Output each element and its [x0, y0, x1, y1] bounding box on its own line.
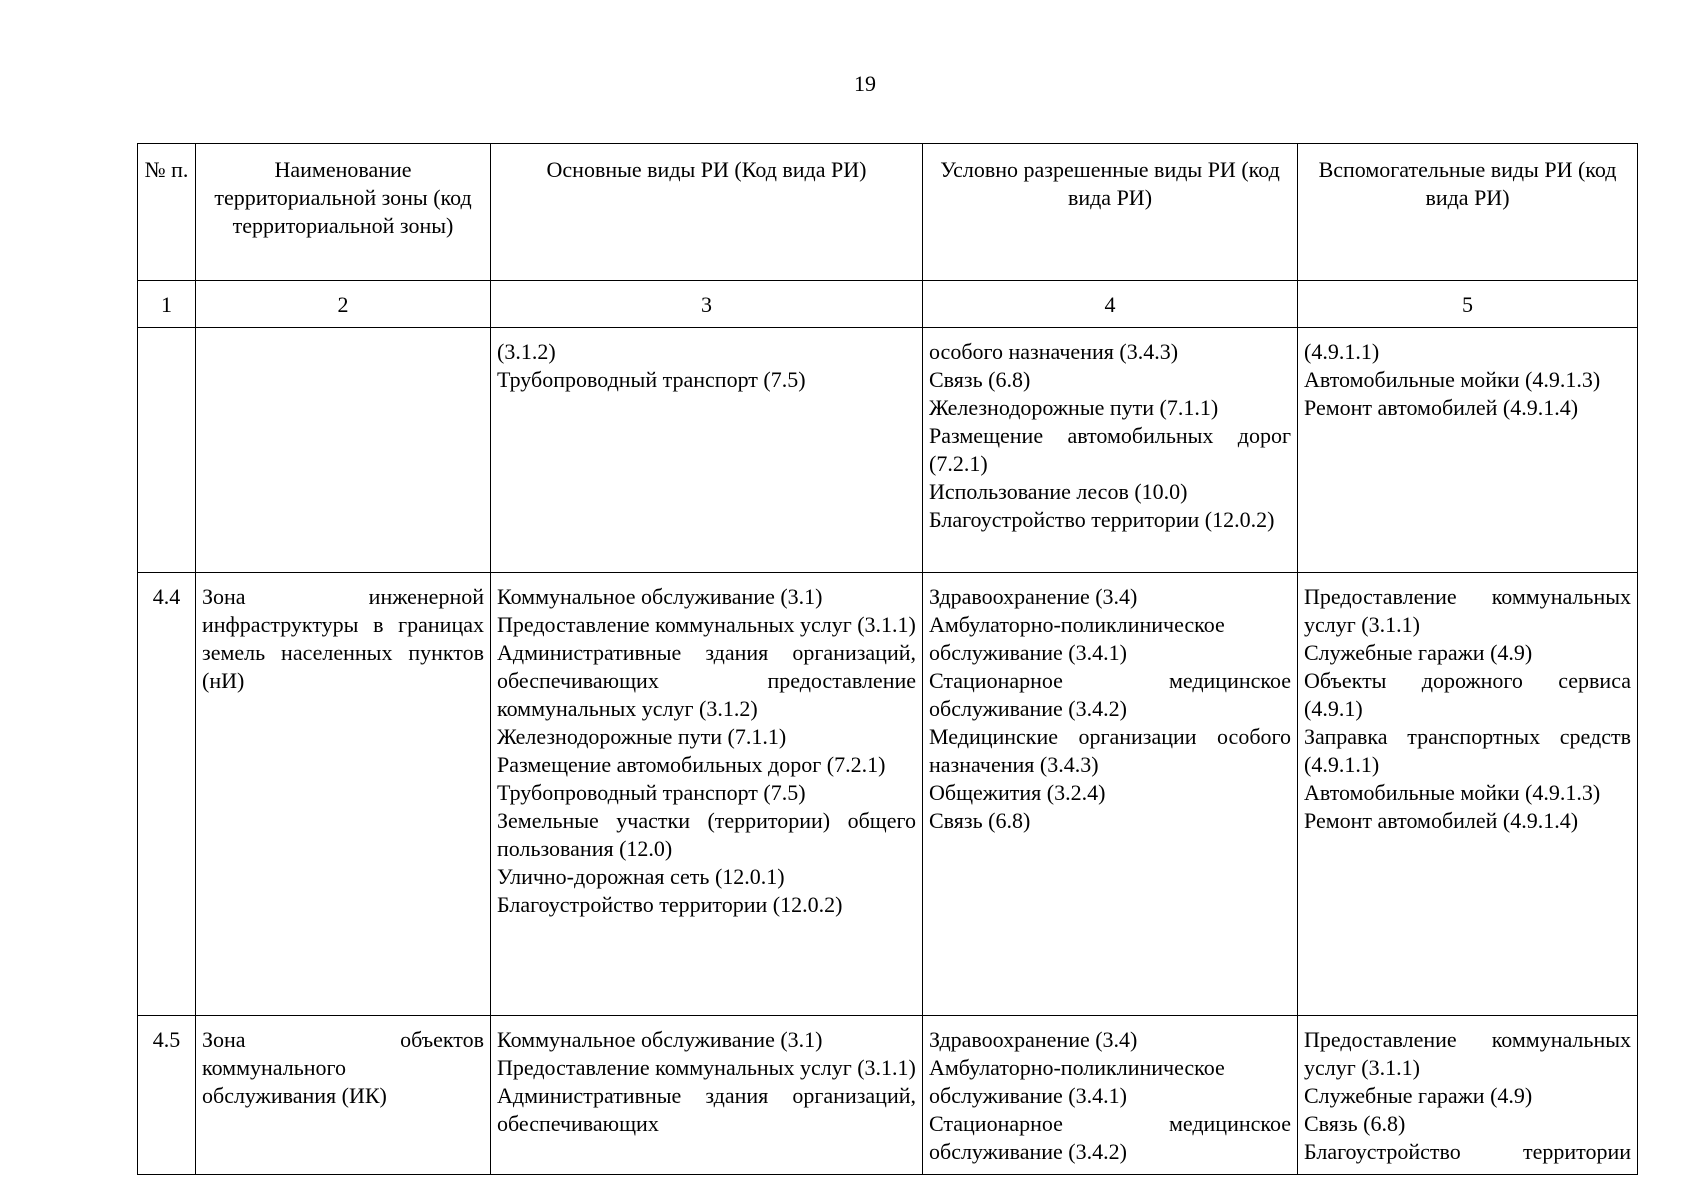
- zone-name: Зона инженерной инфраструктуры в границах земель населенных пунктов (нИ): [196, 573, 491, 1016]
- page-number: 19: [854, 71, 876, 96]
- auxiliary-type-item: Служебные гаражи (4.9): [1304, 640, 1533, 665]
- conditional-type-item: Благоустройство территории (12.0.2): [929, 507, 1275, 532]
- conditional-type-item: Общежития (3.2.4): [929, 780, 1106, 805]
- auxiliary-type-item: (4.9.1.1): [1304, 339, 1380, 364]
- main-type-item: Административные здания организаций, обеспечивающих предоставление коммунальных услуг (3.1.2): [497, 640, 916, 721]
- auxiliary-type-item: Автомобильные мойки (4.9.1.3): [1304, 780, 1601, 805]
- column-number-row: [138, 281, 1638, 328]
- auxiliary-type-item: Связь (6.8): [1304, 1111, 1406, 1136]
- header-conditional-types: Условно разрешенные виды РИ (код вида РИ): [923, 144, 1298, 281]
- row-number: 4.5: [138, 1016, 196, 1175]
- conditional-type-item: Здравоохранение (3.4): [929, 1027, 1138, 1052]
- column-number: 1: [138, 281, 196, 328]
- auxiliary-type-item: Служебные гаражи (4.9): [1304, 1083, 1533, 1108]
- main-type-item: Административные здания организаций, обеспечивающих: [497, 1083, 916, 1136]
- auxiliary-type-item: Предоставление коммунальных услуг (3.1.1): [1304, 584, 1631, 637]
- main-type-item: Трубопроводный транспорт (7.5): [497, 367, 806, 392]
- main-type-item: Благоустройство территории (12.0.2): [497, 892, 843, 917]
- header-main-types: Основные виды РИ (Код вида РИ): [491, 144, 923, 281]
- main-type-item: Земельные участки (территории) общего пользования (12.0): [497, 808, 916, 861]
- main-types-cell: [491, 328, 923, 573]
- auxiliary-type-item: Ремонт автомобилей (4.9.1.4): [1304, 808, 1579, 833]
- auxiliary-type-item: Заправка транспортных средств (4.9.1.1): [1304, 724, 1631, 777]
- header-row: [138, 144, 1638, 281]
- auxiliary-types-cell: [1298, 573, 1638, 1016]
- conditional-type-item: Стационарное медицинское обслуживание (3.4.2): [929, 668, 1291, 721]
- main-types-cell: [491, 1016, 923, 1175]
- main-type-item: Улично-дорожная сеть (12.0.1): [497, 864, 785, 889]
- conditional-types-cell: [923, 573, 1298, 1016]
- conditional-type-item: Использование лесов (10.0): [929, 479, 1188, 504]
- conditional-type-item: Амбулаторно-поликлиническое обслуживание (3.4.1): [929, 612, 1225, 665]
- conditional-type-item: Амбулаторно-поликлиническое обслуживание (3.4.1): [929, 1055, 1225, 1108]
- main-type-item: Железнодорожные пути (7.1.1): [497, 724, 787, 749]
- main-type-item: Трубопроводный транспорт (7.5): [497, 780, 806, 805]
- column-number: 4: [923, 281, 1298, 328]
- table-row: [138, 573, 1638, 1016]
- column-number: 3: [491, 281, 923, 328]
- conditional-type-item: особого назначения (3.4.3): [929, 339, 1179, 364]
- conditional-type-item: Стационарное медицинское обслуживание (3.4.2): [929, 1111, 1291, 1164]
- conditional-types-cell: [923, 1016, 1298, 1175]
- auxiliary-type-item: Благоустройство территории: [1304, 1139, 1631, 1164]
- table-row: [138, 1016, 1638, 1175]
- row-number: [138, 328, 196, 573]
- column-number: 5: [1298, 281, 1638, 328]
- main-type-item: Коммунальное обслуживание (3.1): [497, 584, 823, 609]
- conditional-type-item: Связь (6.8): [929, 808, 1031, 833]
- main-type-item: Предоставление коммунальных услуг (3.1.1): [497, 612, 916, 637]
- main-type-item: Размещение автомобильных дорог (7.2.1): [497, 752, 886, 777]
- main-types-cell: [491, 573, 923, 1016]
- auxiliary-type-item: Предоставление коммунальных услуг (3.1.1): [1304, 1027, 1631, 1080]
- auxiliary-type-item: Ремонт автомобилей (4.9.1.4): [1304, 395, 1579, 420]
- main-type-item: (3.1.2): [497, 339, 556, 364]
- auxiliary-type-item: Автомобильные мойки (4.9.1.3): [1304, 367, 1601, 392]
- header-num: № п.: [138, 144, 196, 281]
- zones-table: [137, 143, 1638, 1175]
- conditional-types-cell: [923, 328, 1298, 573]
- conditional-type-item: Железнодорожные пути (7.1.1): [929, 395, 1219, 420]
- table-row: [138, 328, 1638, 573]
- main-type-item: Предоставление коммунальных услуг (3.1.1): [497, 1055, 916, 1080]
- column-number: 2: [196, 281, 491, 328]
- conditional-type-item: Размещение автомобильных дорог (7.2.1): [929, 423, 1291, 476]
- conditional-type-item: Здравоохранение (3.4): [929, 584, 1138, 609]
- conditional-type-item: Связь (6.8): [929, 367, 1031, 392]
- main-type-item: Коммунальное обслуживание (3.1): [497, 1027, 823, 1052]
- row-number: 4.4: [138, 573, 196, 1016]
- header-auxiliary-types: Вспомогательные виды РИ (код вида РИ): [1298, 144, 1638, 281]
- zone-name: [196, 328, 491, 573]
- auxiliary-types-cell: [1298, 1016, 1638, 1175]
- conditional-type-item: Медицинские организации особого назначения (3.4.3): [929, 724, 1291, 777]
- auxiliary-types-cell: [1298, 328, 1638, 573]
- header-zone-name: Наименование территориальной зоны (код территориальной зоны): [196, 144, 491, 281]
- auxiliary-type-item: Объекты дорожного сервиса (4.9.1): [1304, 668, 1631, 721]
- zone-name: Зона объектов коммунального обслуживания (ИК): [196, 1016, 491, 1175]
